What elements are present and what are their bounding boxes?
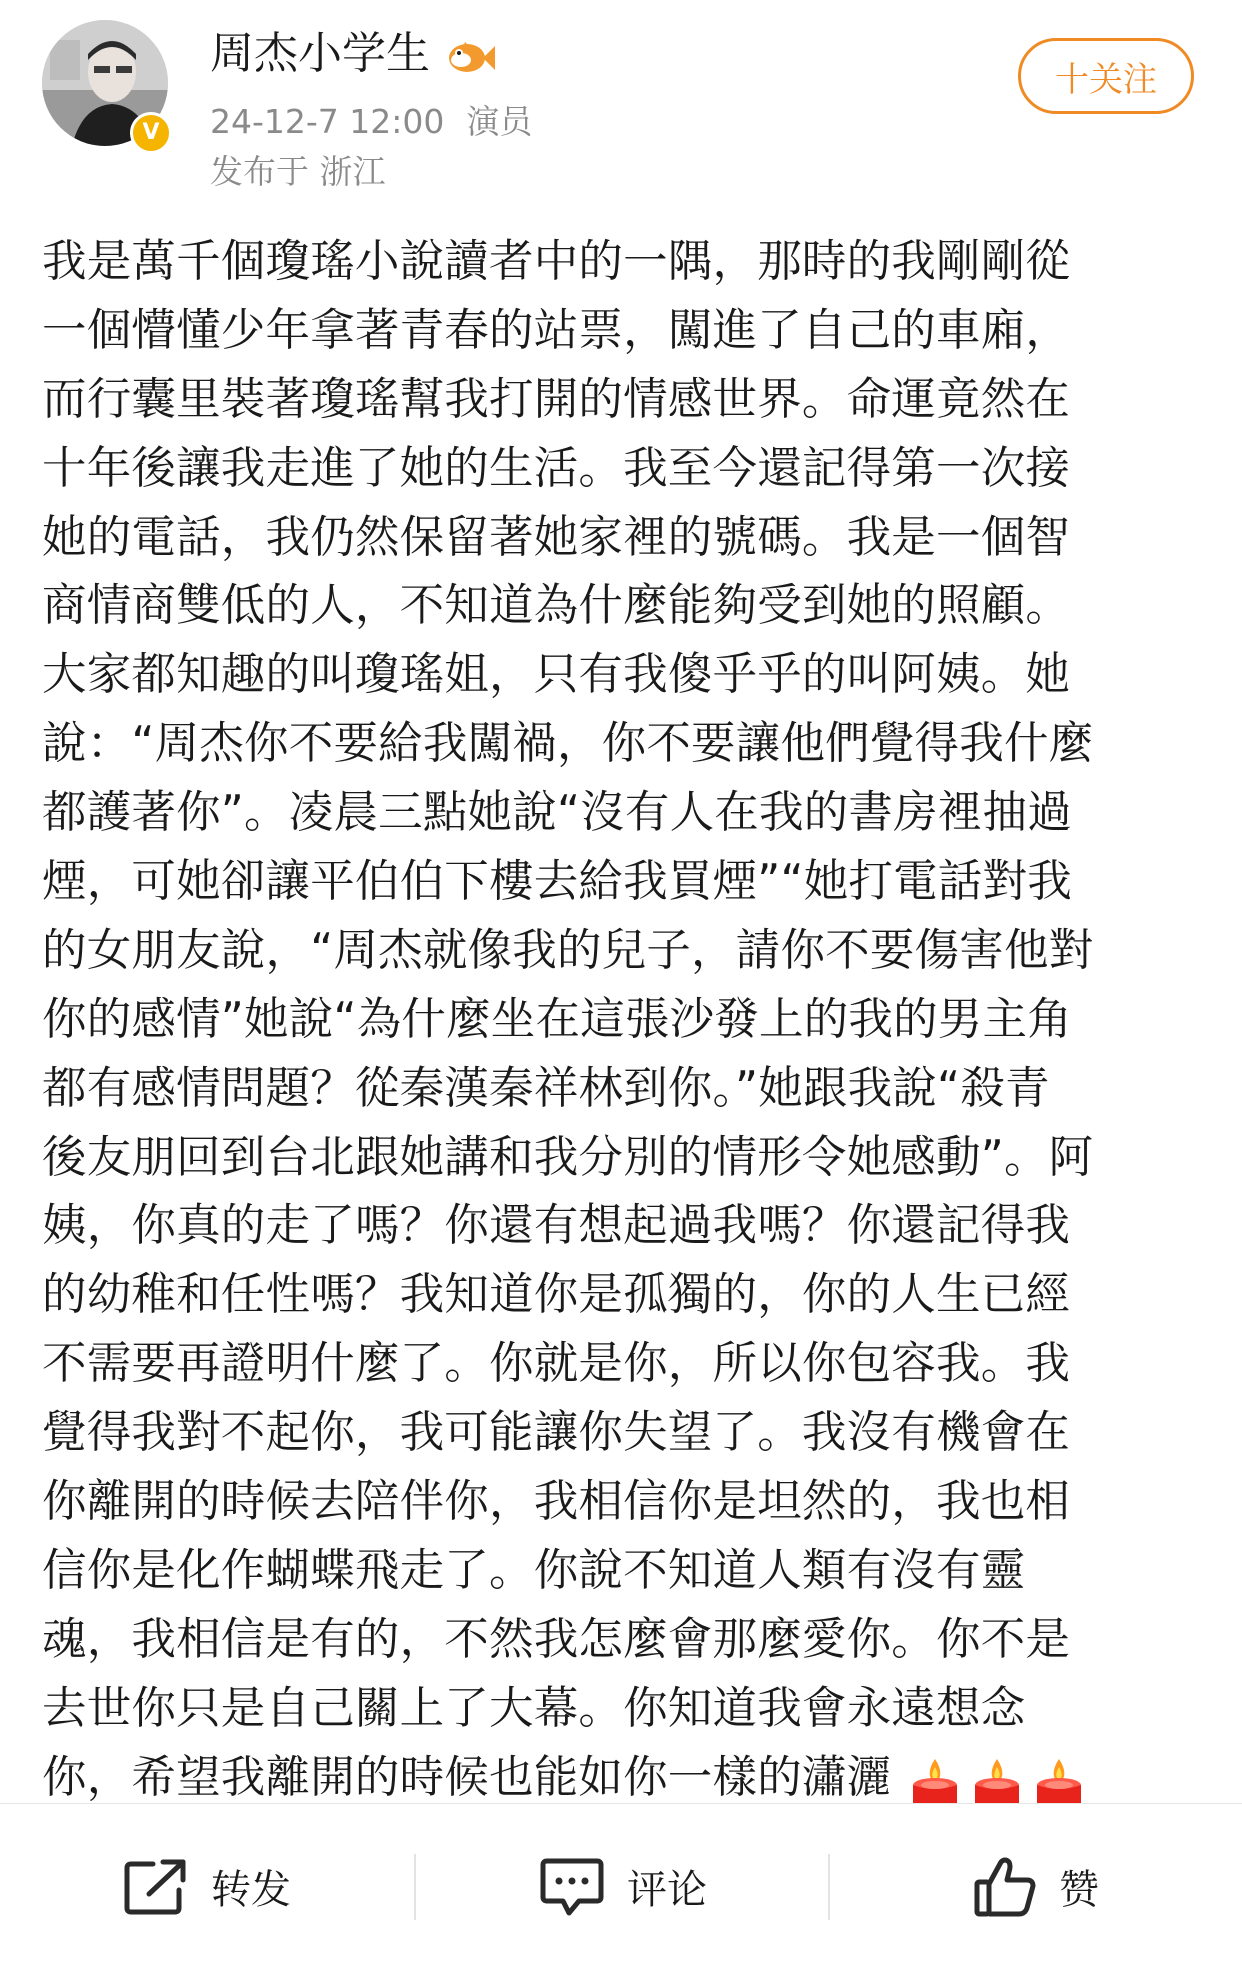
post-text-line: 去世你只是自己關上了大幕。你知道我會永遠想念	[42, 1682, 1026, 1734]
like-button[interactable]	[830, 1804, 1242, 1969]
post-text-line: 而行囊里裝著瓊瑤幫我打開的情感世界。命運竟然在	[42, 373, 1071, 425]
repost-label: 转发	[211, 1867, 291, 1913]
post-text-line: 你離開的時候去陪伴你，我相信你是坦然的，我也相	[42, 1476, 1071, 1528]
comment-button[interactable]	[416, 1804, 830, 1969]
user-role: 演员	[466, 102, 533, 141]
post-text-line: 她的電話，我仍然保留著她家裡的號碼。我是一個智	[42, 511, 1071, 563]
username[interactable]: 周杰小学生	[210, 28, 430, 79]
post-text-line: 魂，我相信是有的，不然我怎麼會那麼愛你。你不是	[42, 1613, 1071, 1665]
post-header	[0, 0, 1242, 190]
post-text-line: 後友朋回到台北跟她講和我分別的情形令她感動”。阿	[42, 1131, 1094, 1183]
post-location: 发布于 浙江	[210, 152, 386, 191]
post-text-line: 不需要再證明什麼了。你就是你，所以你包容我。我	[42, 1338, 1071, 1390]
post-text-line: 我是萬千個瓊瑤小說讀者中的一隅，那時的我剛剛從	[42, 236, 1071, 287]
post-text-line: 說：“周杰你不要給我闖禍，你不要讓他們覺得我什麼	[42, 718, 1094, 770]
action-toolbar	[0, 1803, 1242, 1969]
follow-button[interactable]: 十关注	[1018, 38, 1194, 114]
post-text-line: 覺得我對不起你，我可能讓你失望了。我沒有機會在	[42, 1407, 1071, 1459]
post-meta	[210, 100, 532, 144]
post-text-last-segment: 你，希望我離開的時候也能如你一樣的瀟灑	[42, 1751, 892, 1803]
fish-icon	[445, 38, 495, 78]
comment-label: 评论	[627, 1867, 707, 1913]
post-text-line: 十年後讓我走進了她的生活。我至今還記得第一次接	[42, 442, 1071, 494]
post-text-line: 你的感情”她說“為什麼坐在這張沙發上的我的男主角	[42, 993, 1072, 1045]
like-label: 赞	[1059, 1867, 1099, 1913]
post-content	[42, 228, 1202, 1812]
repost-icon	[123, 1858, 189, 1916]
post-text-line: 都護著你”。凌晨三點她說“沒有人在我的書房裡抽過	[42, 787, 1072, 839]
verified-v-icon: V	[130, 112, 172, 154]
post-text-line: 煙，可她卻讓平伯伯下樓去給我買煙”“她打電話對我	[42, 856, 1072, 908]
post-text-line: 一個懵懂少年拿著青春的站票，闖進了自己的車廂，	[42, 304, 1071, 356]
post-text-line: 姨，你真的走了嗎？你還有想起過我嗎？你還記得我	[42, 1200, 1071, 1252]
post-time: 24-12-7 12:00	[210, 102, 445, 141]
post-text-line: 都有感情問題？從秦漢秦祥林到你。”她跟我說“殺青	[42, 1062, 1050, 1114]
comment-icon	[539, 1857, 605, 1917]
post-text-line: 信你是化作蝴蝶飛走了。你說不知道人類有沒有靈	[42, 1544, 1026, 1596]
thumbs-up-icon	[973, 1856, 1037, 1918]
post-text-line: 商情商雙低的人，不知道為什麼能夠受到她的照顧。	[42, 580, 1071, 632]
repost-button[interactable]	[0, 1804, 414, 1969]
post-text-line: 的女朋友說，“周杰就像我的兒子，請你不要傷害他對	[42, 924, 1094, 976]
post-text-line: 大家都知趣的叫瓊瑤姐，只有我傻乎乎的叫阿姨。她	[42, 649, 1071, 701]
post-text-line: 的幼稚和任性嗎？我知道你是孤獨的，你的人生已經	[42, 1269, 1071, 1321]
